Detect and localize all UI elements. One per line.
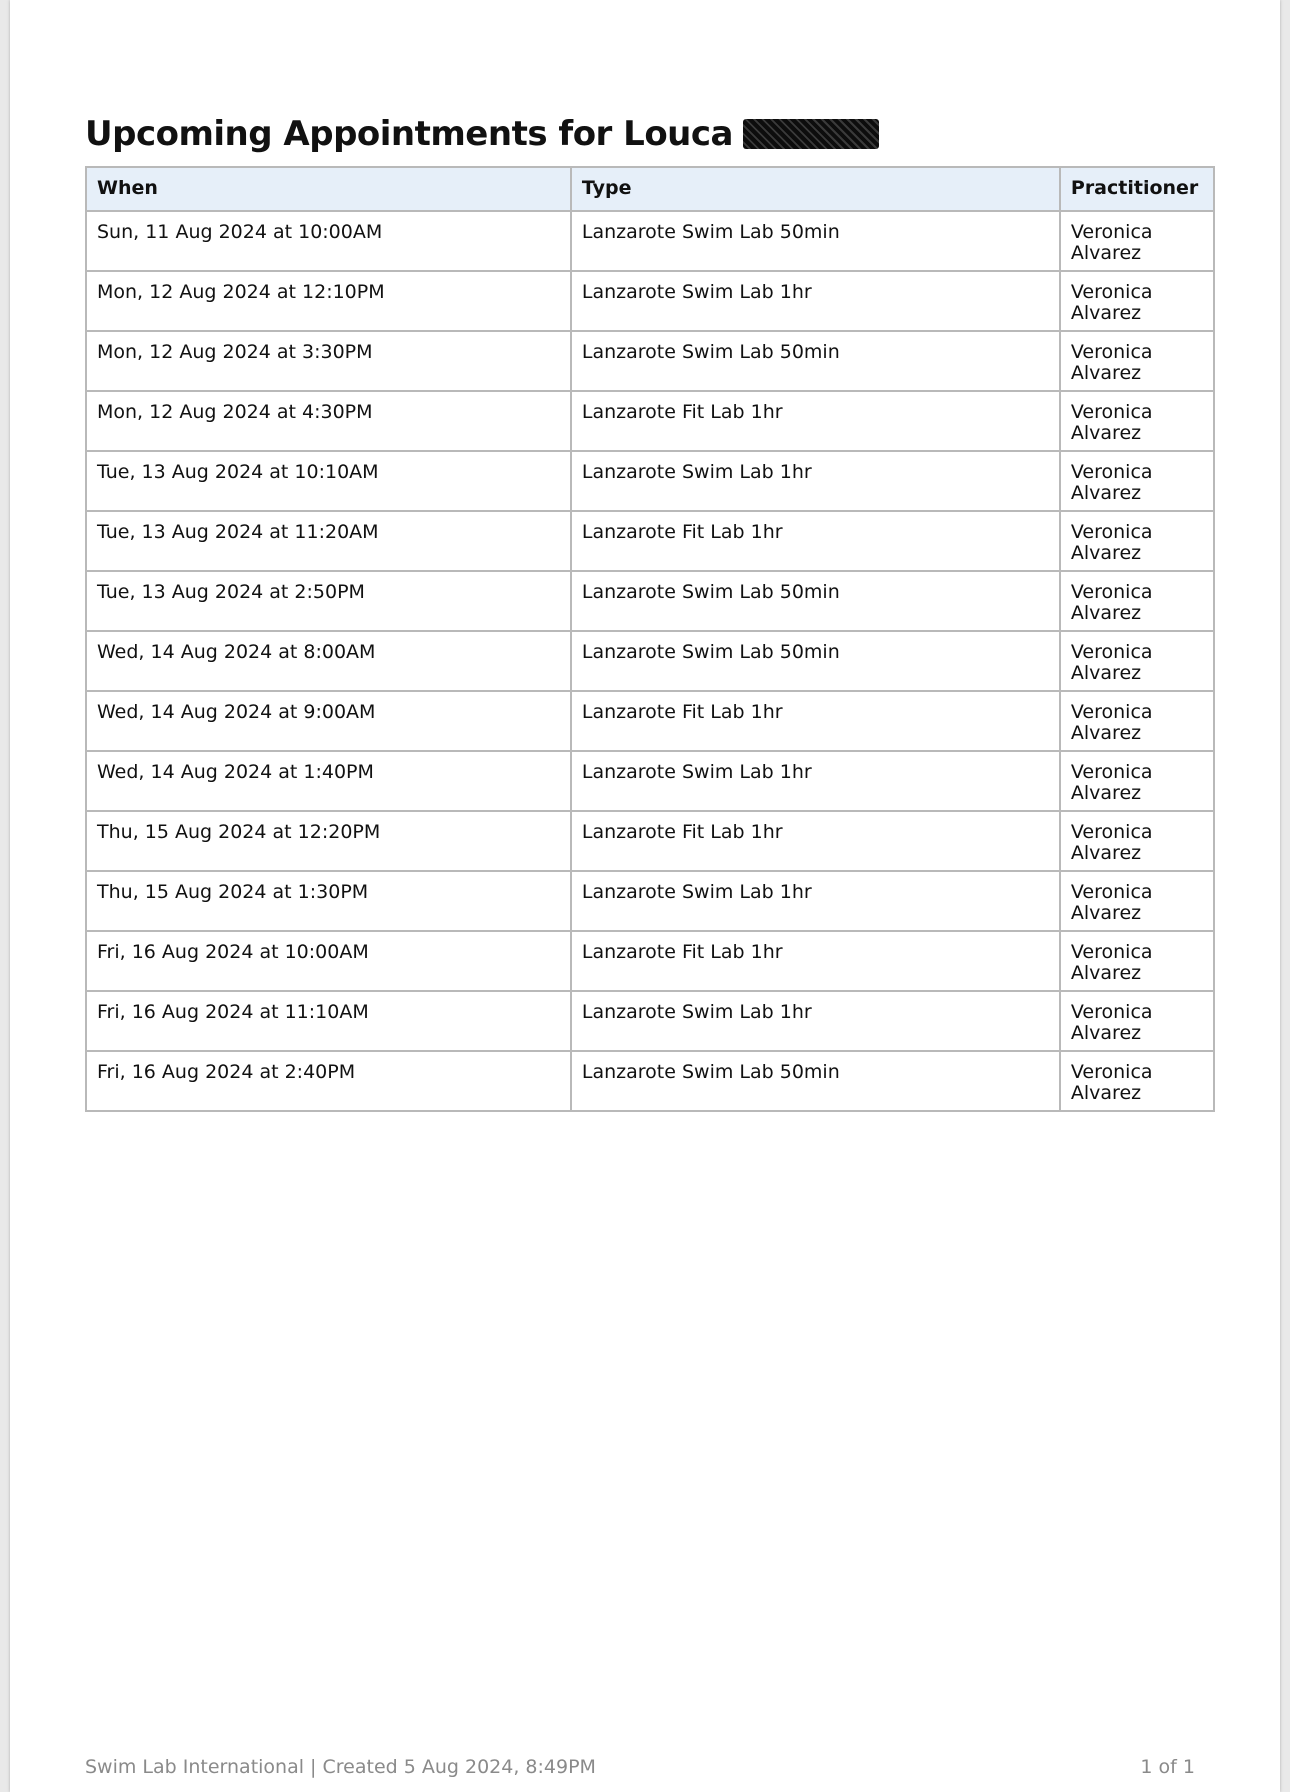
cell-when: Wed, 14 Aug 2024 at 1:40PM	[86, 751, 571, 811]
title-text: Upcoming Appointments for Louca	[85, 114, 733, 154]
cell-type: Lanzarote Swim Lab 1hr	[571, 451, 1060, 511]
cell-when: Mon, 12 Aug 2024 at 12:10PM	[86, 271, 571, 331]
table-row	[86, 391, 1214, 451]
cell-practitioner: Veronica Alvarez	[1060, 1051, 1214, 1111]
cell-type: Lanzarote Fit Lab 1hr	[571, 811, 1060, 871]
cell-practitioner: Veronica Alvarez	[1060, 391, 1214, 451]
cell-practitioner: Veronica Alvarez	[1060, 871, 1214, 931]
page-number: 1 of 1	[1140, 1756, 1195, 1778]
cell-when: Wed, 14 Aug 2024 at 9:00AM	[86, 691, 571, 751]
cell-when: Mon, 12 Aug 2024 at 4:30PM	[86, 391, 571, 451]
cell-practitioner: Veronica Alvarez	[1060, 271, 1214, 331]
column-header-when: When	[86, 167, 571, 211]
table-row	[86, 811, 1214, 871]
table-row	[86, 211, 1214, 271]
cell-when: Mon, 12 Aug 2024 at 3:30PM	[86, 331, 571, 391]
table-row	[86, 991, 1214, 1051]
cell-when: Fri, 16 Aug 2024 at 11:10AM	[86, 991, 571, 1051]
cell-practitioner: Veronica Alvarez	[1060, 751, 1214, 811]
table-row	[86, 571, 1214, 631]
cell-when: Wed, 14 Aug 2024 at 8:00AM	[86, 631, 571, 691]
cell-practitioner: Veronica Alvarez	[1060, 991, 1214, 1051]
cell-practitioner: Veronica Alvarez	[1060, 451, 1214, 511]
cell-type: Lanzarote Swim Lab 50min	[571, 571, 1060, 631]
cell-when: Thu, 15 Aug 2024 at 12:20PM	[86, 811, 571, 871]
cell-when: Tue, 13 Aug 2024 at 10:10AM	[86, 451, 571, 511]
cell-practitioner: Veronica Alvarez	[1060, 331, 1214, 391]
cell-type: Lanzarote Fit Lab 1hr	[571, 931, 1060, 991]
table-row	[86, 451, 1214, 511]
document-page	[10, 0, 1280, 1792]
cell-when: Tue, 13 Aug 2024 at 2:50PM	[86, 571, 571, 631]
appointments-table	[85, 166, 1215, 1112]
cell-type: Lanzarote Swim Lab 50min	[571, 631, 1060, 691]
cell-practitioner: Veronica Alvarez	[1060, 511, 1214, 571]
cell-when: Fri, 16 Aug 2024 at 10:00AM	[86, 931, 571, 991]
cell-when: Tue, 13 Aug 2024 at 11:20AM	[86, 511, 571, 571]
cell-type: Lanzarote Fit Lab 1hr	[571, 511, 1060, 571]
table-row	[86, 691, 1214, 751]
table-row	[86, 331, 1214, 391]
cell-when: Fri, 16 Aug 2024 at 2:40PM	[86, 1051, 571, 1111]
cell-type: Lanzarote Swim Lab 50min	[571, 331, 1060, 391]
cell-type: Lanzarote Swim Lab 50min	[571, 1051, 1060, 1111]
cell-practitioner: Veronica Alvarez	[1060, 811, 1214, 871]
cell-type: Lanzarote Fit Lab 1hr	[571, 391, 1060, 451]
cell-practitioner: Veronica Alvarez	[1060, 211, 1214, 271]
document-title	[85, 114, 879, 154]
cell-when: Sun, 11 Aug 2024 at 10:00AM	[86, 211, 571, 271]
cell-type: Lanzarote Swim Lab 1hr	[571, 991, 1060, 1051]
cell-type: Lanzarote Swim Lab 1hr	[571, 871, 1060, 931]
table-row	[86, 1051, 1214, 1111]
redacted-surname	[743, 119, 879, 149]
table-row	[86, 511, 1214, 571]
column-header-practitioner: Practitioner	[1060, 167, 1214, 211]
cell-practitioner: Veronica Alvarez	[1060, 631, 1214, 691]
table-row	[86, 751, 1214, 811]
table-header-row	[86, 167, 1214, 211]
cell-practitioner: Veronica Alvarez	[1060, 571, 1214, 631]
cell-type: Lanzarote Fit Lab 1hr	[571, 691, 1060, 751]
cell-type: Lanzarote Swim Lab 50min	[571, 211, 1060, 271]
cell-practitioner: Veronica Alvarez	[1060, 691, 1214, 751]
cell-type: Lanzarote Swim Lab 1hr	[571, 751, 1060, 811]
cell-practitioner: Veronica Alvarez	[1060, 931, 1214, 991]
cell-when: Thu, 15 Aug 2024 at 1:30PM	[86, 871, 571, 931]
table-row	[86, 271, 1214, 331]
table-row	[86, 871, 1214, 931]
table-row	[86, 631, 1214, 691]
footer-info: Swim Lab International | Created 5 Aug 2024, 8:49PM	[85, 1756, 596, 1778]
table-row	[86, 931, 1214, 991]
appointments-body	[86, 211, 1214, 1111]
column-header-type: Type	[571, 167, 1060, 211]
cell-type: Lanzarote Swim Lab 1hr	[571, 271, 1060, 331]
